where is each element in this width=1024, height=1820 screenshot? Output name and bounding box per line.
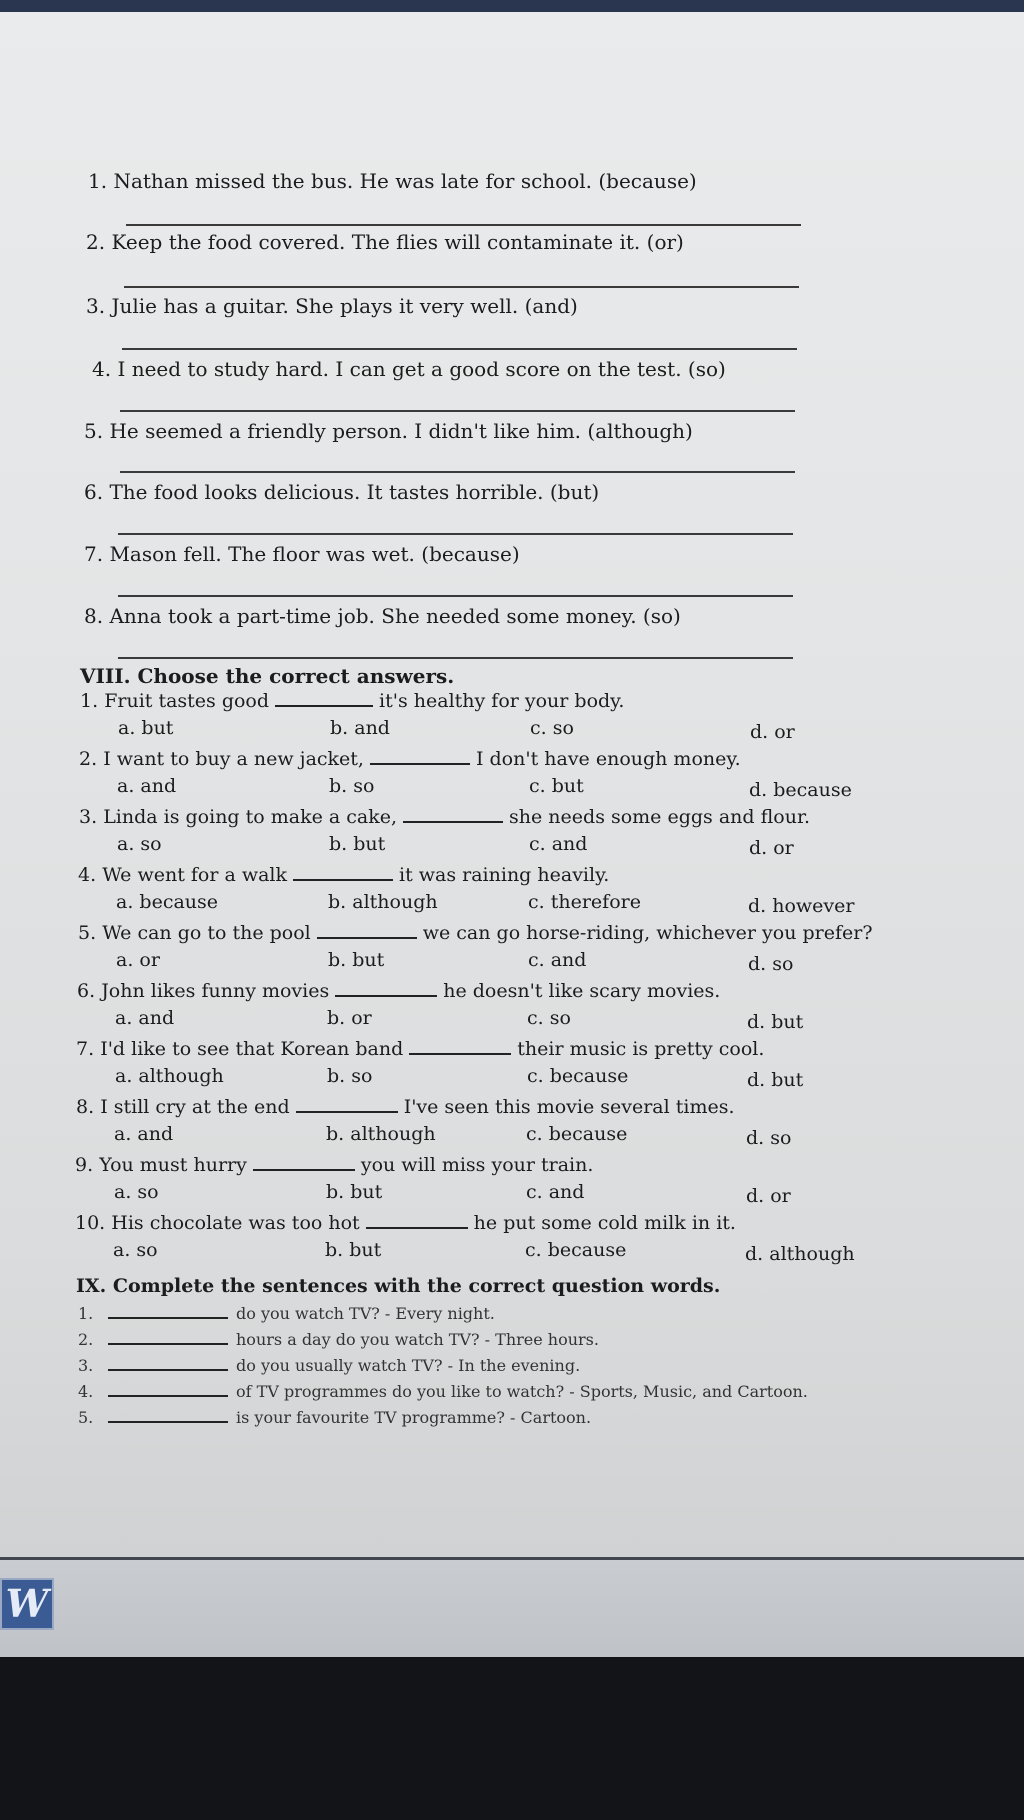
answer-option[interactable]: b. although xyxy=(326,1123,436,1145)
question-text-before: We went for a walk xyxy=(102,864,288,886)
question-text-before: Linda is going to make a cake, xyxy=(103,806,398,828)
question-text-after: I've seen this movie several times. xyxy=(403,1096,735,1118)
question-number: 5. xyxy=(78,922,97,944)
answer-option[interactable]: c. because xyxy=(525,1239,627,1261)
answer-option[interactable]: c. and xyxy=(529,833,588,855)
question-number: 4. xyxy=(78,864,97,886)
top-edge xyxy=(0,0,1024,12)
answer-blank[interactable] xyxy=(403,821,503,823)
question-text-after: it was raining heavily. xyxy=(399,864,610,886)
answer-option[interactable]: d. because xyxy=(749,779,852,801)
list-item xyxy=(78,1408,591,1427)
question-text-before: Fruit tastes good xyxy=(104,690,270,712)
question-text-before: I want to buy a new jacket, xyxy=(103,748,364,770)
answer-blank[interactable] xyxy=(108,1343,228,1345)
answer-blank[interactable] xyxy=(296,1111,398,1113)
answer-line[interactable] xyxy=(126,224,801,226)
answer-option[interactable]: a. but xyxy=(118,717,174,739)
list-item: 4. I need to study hard. I can get a good score on the test. (so) xyxy=(92,357,726,381)
answer-blank[interactable] xyxy=(317,937,417,939)
item-text: do you usually watch TV? - In the evening. xyxy=(236,1356,581,1375)
answer-option[interactable]: a. although xyxy=(115,1065,224,1087)
answer-option[interactable]: c. therefore xyxy=(528,891,641,913)
answer-option[interactable]: d. or xyxy=(750,721,795,743)
section-viii-title: VIII. Choose the correct answers. xyxy=(80,664,455,688)
question-row xyxy=(77,980,720,1002)
question-text-after: he doesn't like scary movies. xyxy=(443,980,721,1002)
answer-option[interactable]: a. and xyxy=(115,1007,175,1029)
item-number: 3. xyxy=(78,1356,94,1375)
answer-line[interactable] xyxy=(118,533,793,535)
question-row xyxy=(80,690,624,712)
question-row xyxy=(76,1038,764,1060)
answer-option[interactable]: a. so xyxy=(117,833,162,855)
item-text: hours a day do you watch TV? - Three hours. xyxy=(236,1330,599,1349)
section-ix-title: IX. Complete the sentences with the correct question words. xyxy=(76,1275,721,1297)
answer-blank[interactable] xyxy=(108,1369,228,1371)
answer-option[interactable]: d. although xyxy=(745,1243,855,1265)
monitor-bezel xyxy=(0,1657,1024,1820)
list-item: 5. He seemed a friendly person. I didn't like him. (although) xyxy=(84,419,693,443)
answer-option[interactable]: d. however xyxy=(748,895,855,917)
answer-option[interactable]: d. or xyxy=(749,837,794,859)
item-text: is your favourite TV programme? - Cartoon. xyxy=(236,1408,592,1427)
question-number: 2. xyxy=(79,748,98,770)
answer-option[interactable]: b. or xyxy=(327,1007,372,1029)
question-text-before: I'd like to see that Korean band xyxy=(100,1038,404,1060)
word-icon[interactable]: W xyxy=(0,1578,54,1630)
item-text: do you watch TV? - Every night. xyxy=(236,1304,495,1323)
question-row xyxy=(78,864,609,886)
question-row xyxy=(75,1154,593,1176)
answer-blank[interactable] xyxy=(409,1053,511,1055)
worksheet-page xyxy=(0,12,1024,1557)
answer-blank[interactable] xyxy=(335,995,437,997)
answer-option[interactable]: d. so xyxy=(748,953,794,975)
list-item: 7. Mason fell. The floor was wet. (because) xyxy=(84,542,520,566)
answer-blank[interactable] xyxy=(108,1395,228,1397)
answer-option[interactable]: a. so xyxy=(113,1239,158,1261)
answer-option[interactable]: d. or xyxy=(746,1185,791,1207)
list-item: 8. Anna took a part-time job. She needed some money. (so) xyxy=(84,604,681,628)
answer-blank[interactable] xyxy=(293,879,393,881)
answer-option[interactable]: b. but xyxy=(329,833,386,855)
answer-option[interactable]: a. and xyxy=(117,775,177,797)
question-row xyxy=(79,748,741,770)
answer-option[interactable]: b. but xyxy=(325,1239,382,1261)
question-text-before: You must hurry xyxy=(99,1154,247,1176)
question-text-after: we can go horse-riding, whichever you prefer? xyxy=(422,922,873,944)
item-number: 5. xyxy=(78,1408,94,1427)
answer-blank[interactable] xyxy=(370,763,470,765)
answer-option[interactable]: a. because xyxy=(116,891,219,913)
question-number: 1. xyxy=(80,690,99,712)
answer-line[interactable] xyxy=(118,595,793,597)
question-row xyxy=(75,1212,736,1234)
answer-option[interactable]: c. but xyxy=(529,775,584,797)
answer-option[interactable]: b. although xyxy=(328,891,438,913)
answer-line[interactable] xyxy=(120,410,795,412)
question-text-after: you will miss your train. xyxy=(360,1154,594,1176)
answer-option[interactable]: c. because xyxy=(526,1123,628,1145)
question-text-after: I don't have enough money. xyxy=(475,748,741,770)
answer-blank[interactable] xyxy=(275,705,373,707)
question-row xyxy=(79,806,810,828)
answer-blank[interactable] xyxy=(108,1317,228,1319)
answer-blank[interactable] xyxy=(253,1169,355,1171)
answer-blank[interactable] xyxy=(108,1421,228,1423)
question-number: 10. xyxy=(75,1212,106,1234)
item-text: of TV programmes do you like to watch? - Sports, Music, and Cartoon. xyxy=(236,1382,808,1401)
question-number: 7. xyxy=(76,1038,95,1060)
question-number: 6. xyxy=(77,980,96,1002)
answer-option[interactable]: b. so xyxy=(327,1065,373,1087)
answer-line[interactable] xyxy=(122,348,797,350)
answer-line[interactable] xyxy=(120,471,795,473)
item-number: 1. xyxy=(78,1304,94,1323)
question-number: 8. xyxy=(76,1096,95,1118)
list-item xyxy=(78,1356,580,1375)
list-item: 3. Julie has a guitar. She plays it very well. (and) xyxy=(86,294,578,318)
answer-blank[interactable] xyxy=(366,1227,468,1229)
list-item xyxy=(78,1330,599,1349)
answer-option[interactable]: a. so xyxy=(114,1181,159,1203)
answer-option[interactable]: c. and xyxy=(526,1181,585,1203)
answer-option[interactable]: c. so xyxy=(530,717,574,739)
item-number: 2. xyxy=(78,1330,94,1349)
question-row xyxy=(76,1096,735,1118)
question-number: 9. xyxy=(75,1154,94,1176)
question-text-before: John likes funny movies xyxy=(101,980,330,1002)
question-text-after: it's healthy for your body. xyxy=(379,690,625,712)
question-text-before: I still cry at the end xyxy=(100,1096,290,1118)
answer-option[interactable]: b. so xyxy=(329,775,375,797)
answer-option[interactable]: c. because xyxy=(527,1065,629,1087)
answer-line[interactable] xyxy=(118,657,793,659)
list-item: 1. Nathan missed the bus. He was late for school. (because) xyxy=(88,169,697,193)
question-text-after: she needs some eggs and flour. xyxy=(509,806,810,828)
answer-option[interactable]: d. so xyxy=(746,1127,792,1149)
question-text-after: their music is pretty cool. xyxy=(517,1038,765,1060)
answer-option[interactable]: d. but xyxy=(747,1069,804,1091)
answer-option[interactable]: d. but xyxy=(747,1011,804,1033)
answer-option[interactable]: a. or xyxy=(116,949,160,971)
list-item: 6. The food looks delicious. It tastes horrible. (but) xyxy=(84,480,600,504)
answer-option[interactable]: b. and xyxy=(330,717,390,739)
answer-option[interactable]: c. and xyxy=(528,949,587,971)
answer-option[interactable]: c. so xyxy=(527,1007,571,1029)
question-number: 3. xyxy=(79,806,98,828)
list-item: 2. Keep the food covered. The flies will contaminate it. (or) xyxy=(86,230,684,254)
answer-option[interactable]: b. but xyxy=(326,1181,383,1203)
window-taskbar xyxy=(0,1557,1024,1660)
question-text-before: His chocolate was too hot xyxy=(111,1212,360,1234)
answer-line[interactable] xyxy=(124,286,799,288)
answer-option[interactable]: a. and xyxy=(114,1123,174,1145)
question-text-after: he put some cold milk in it. xyxy=(473,1212,736,1234)
answer-option[interactable]: b. but xyxy=(328,949,385,971)
item-number: 4. xyxy=(78,1382,94,1401)
question-text-before: We can go to the pool xyxy=(102,922,311,944)
question-row xyxy=(78,922,873,944)
list-item xyxy=(78,1304,495,1323)
list-item xyxy=(78,1382,808,1401)
